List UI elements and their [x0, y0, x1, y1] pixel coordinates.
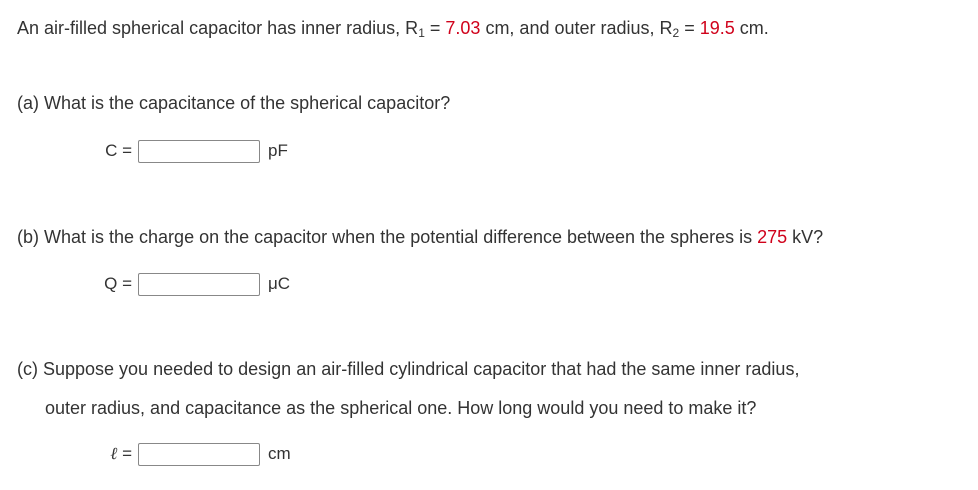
intro-mid: cm, and outer radius, R	[480, 18, 673, 38]
capacitance-unit: pF	[268, 141, 288, 160]
part-b-question-suffix: kV?	[787, 227, 824, 247]
length-label	[92, 444, 138, 464]
part-b-answer-row	[92, 271, 290, 297]
charge-input[interactable]	[138, 273, 260, 296]
charge-unit: μC	[268, 274, 291, 293]
r2-subscript: 2	[672, 26, 680, 40]
r2-value: 19.5	[699, 18, 735, 38]
intro-eq-2: =	[679, 18, 700, 38]
intro-suffix: cm.	[734, 18, 769, 38]
r1-subscript: 1	[418, 26, 425, 40]
part-c-question-line-1: (c) Suppose you needed to design an air-filled cylindrical capacitor that had the same inner radius,	[17, 359, 800, 379]
length-label-eq: =	[117, 444, 132, 463]
part-c-answer-row	[92, 441, 291, 467]
voltage-value: 275	[757, 227, 788, 247]
charge-label: Q =	[104, 274, 132, 293]
length-input[interactable]	[138, 443, 260, 466]
capacitance-label: C =	[105, 141, 132, 160]
part-a-question: (a) What is the capacitance of the spherical capacitor?	[17, 93, 451, 113]
intro-eq-1: =	[424, 18, 446, 38]
length-symbol: ℓ	[110, 444, 118, 464]
problem-statement	[17, 17, 769, 39]
intro-prefix: An air-filled spherical capacitor has inner radius, R	[17, 18, 419, 38]
part-b-question-prefix: (b) What is the charge on the capacitor when the potential difference between the spheres is	[17, 227, 758, 247]
capacitance-input[interactable]	[138, 140, 260, 163]
part-b-question	[17, 226, 823, 248]
part-a-answer-row	[92, 138, 288, 164]
length-unit: cm	[268, 444, 291, 463]
r1-value: 7.03	[445, 18, 481, 38]
part-c-question-line-2: outer radius, and capacitance as the spherical one. How long would you need to make it?	[45, 398, 757, 418]
